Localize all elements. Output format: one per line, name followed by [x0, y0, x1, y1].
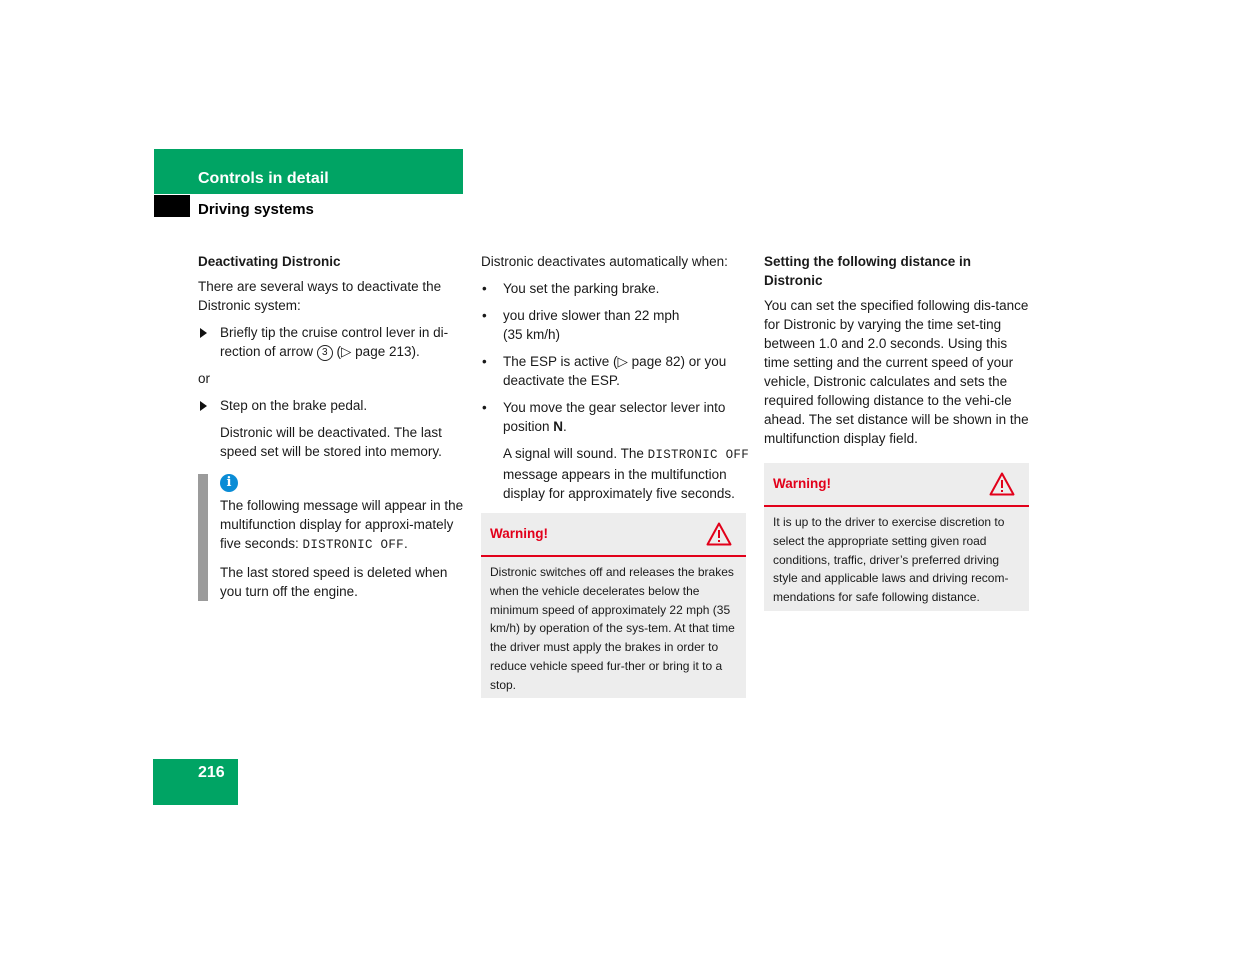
list-item: • you drive slower than 22 mph (35 km/h) [482, 308, 680, 342]
warning-title: Warning! [490, 526, 548, 541]
header-marker [154, 195, 190, 217]
warning-body: It is up to the driver to exercise discretion to select the appropriate setting given road conditions, traffic, driver’s preferred driving style and applicable laws and driving recom-mendations for safe following distance. [773, 515, 1009, 605]
heading-following-distance: Setting the following distance in Distronic [764, 254, 972, 288]
warning-box-deceleration [481, 513, 746, 698]
warning-box-discretion [764, 463, 1029, 611]
list-item: • You set the parking brake. [482, 281, 660, 296]
result-text: Distronic will be deactivated. The last speed set will be stored into memory. [220, 425, 442, 459]
arrow-bullet-icon [200, 401, 207, 411]
column-following-distance [764, 252, 1032, 456]
arrow-bullet-icon [200, 328, 207, 338]
page-number: 216 [198, 764, 225, 781]
warning-title: Warning! [773, 476, 831, 491]
display-message-code: DISTRONIC OFF [647, 448, 750, 462]
warning-triangle-icon [706, 522, 732, 546]
or-text: or [198, 371, 211, 386]
subsection-title: Driving systems [198, 201, 314, 218]
step-brake-pedal: Step on the brake pedal. [198, 396, 466, 415]
heading-deactivating: Deactivating Distronic [198, 254, 341, 269]
list-item: • The ESP is active (▷ page 82) or you deactivate the ESP. [482, 354, 727, 388]
section-title: Controls in detail [198, 170, 329, 187]
info-speed-deleted: The last stored speed is deleted when you turn off the engine. [220, 565, 448, 599]
info-message-text: The following message will appear in the multifunction display for approxi-mately five seconds: DISTRONIC OFF. [220, 498, 464, 552]
column-deactivating [198, 252, 466, 469]
list-item: • You move the gear selector lever into position N. [482, 400, 726, 434]
auto-intro: Distronic deactivates automatically when: [481, 254, 728, 269]
info-bar [198, 474, 208, 601]
column-auto-deactivation [481, 252, 749, 511]
info-icon: i [220, 474, 238, 492]
warning-body: Distronic switches off and releases the brakes when the vehicle decelerates below the minimum speed of approximately 22 mph (35 km/h) by operation of the sys-tem. At that time the driver must apply the brakes in order to reduce vehicle speed fur-ther or bring it to a stop. [490, 565, 735, 692]
signal-text: A signal will sound. The DISTRONIC OFF message appears in the multifunction display for approximately five seconds. [503, 446, 750, 501]
display-message-code: DISTRONIC OFF [302, 538, 404, 552]
following-distance-text: You can set the specified following dis-tance for Distronic by varying the time set-ting between 1.0 and 2.0 seconds. Using this time setting and the current speed of your vehicle, Distronic calculates and sets the required following distance to the vehi-cle ahead. The set distance will be shown in the multifunction display field. [764, 298, 1029, 446]
page-number-box [153, 759, 238, 805]
warning-triangle-icon [989, 472, 1015, 496]
step-tip-lever: Briefly tip the cruise control lever in di-rection of arrow 3 (▷ page 213). [198, 323, 466, 361]
arrow-number-badge: 3 [317, 345, 333, 361]
page-reference-link[interactable]: (▷ page 213). [332, 344, 420, 359]
info-note [198, 474, 466, 601]
intro-text: There are several ways to deactivate the Distronic system: [198, 279, 442, 313]
